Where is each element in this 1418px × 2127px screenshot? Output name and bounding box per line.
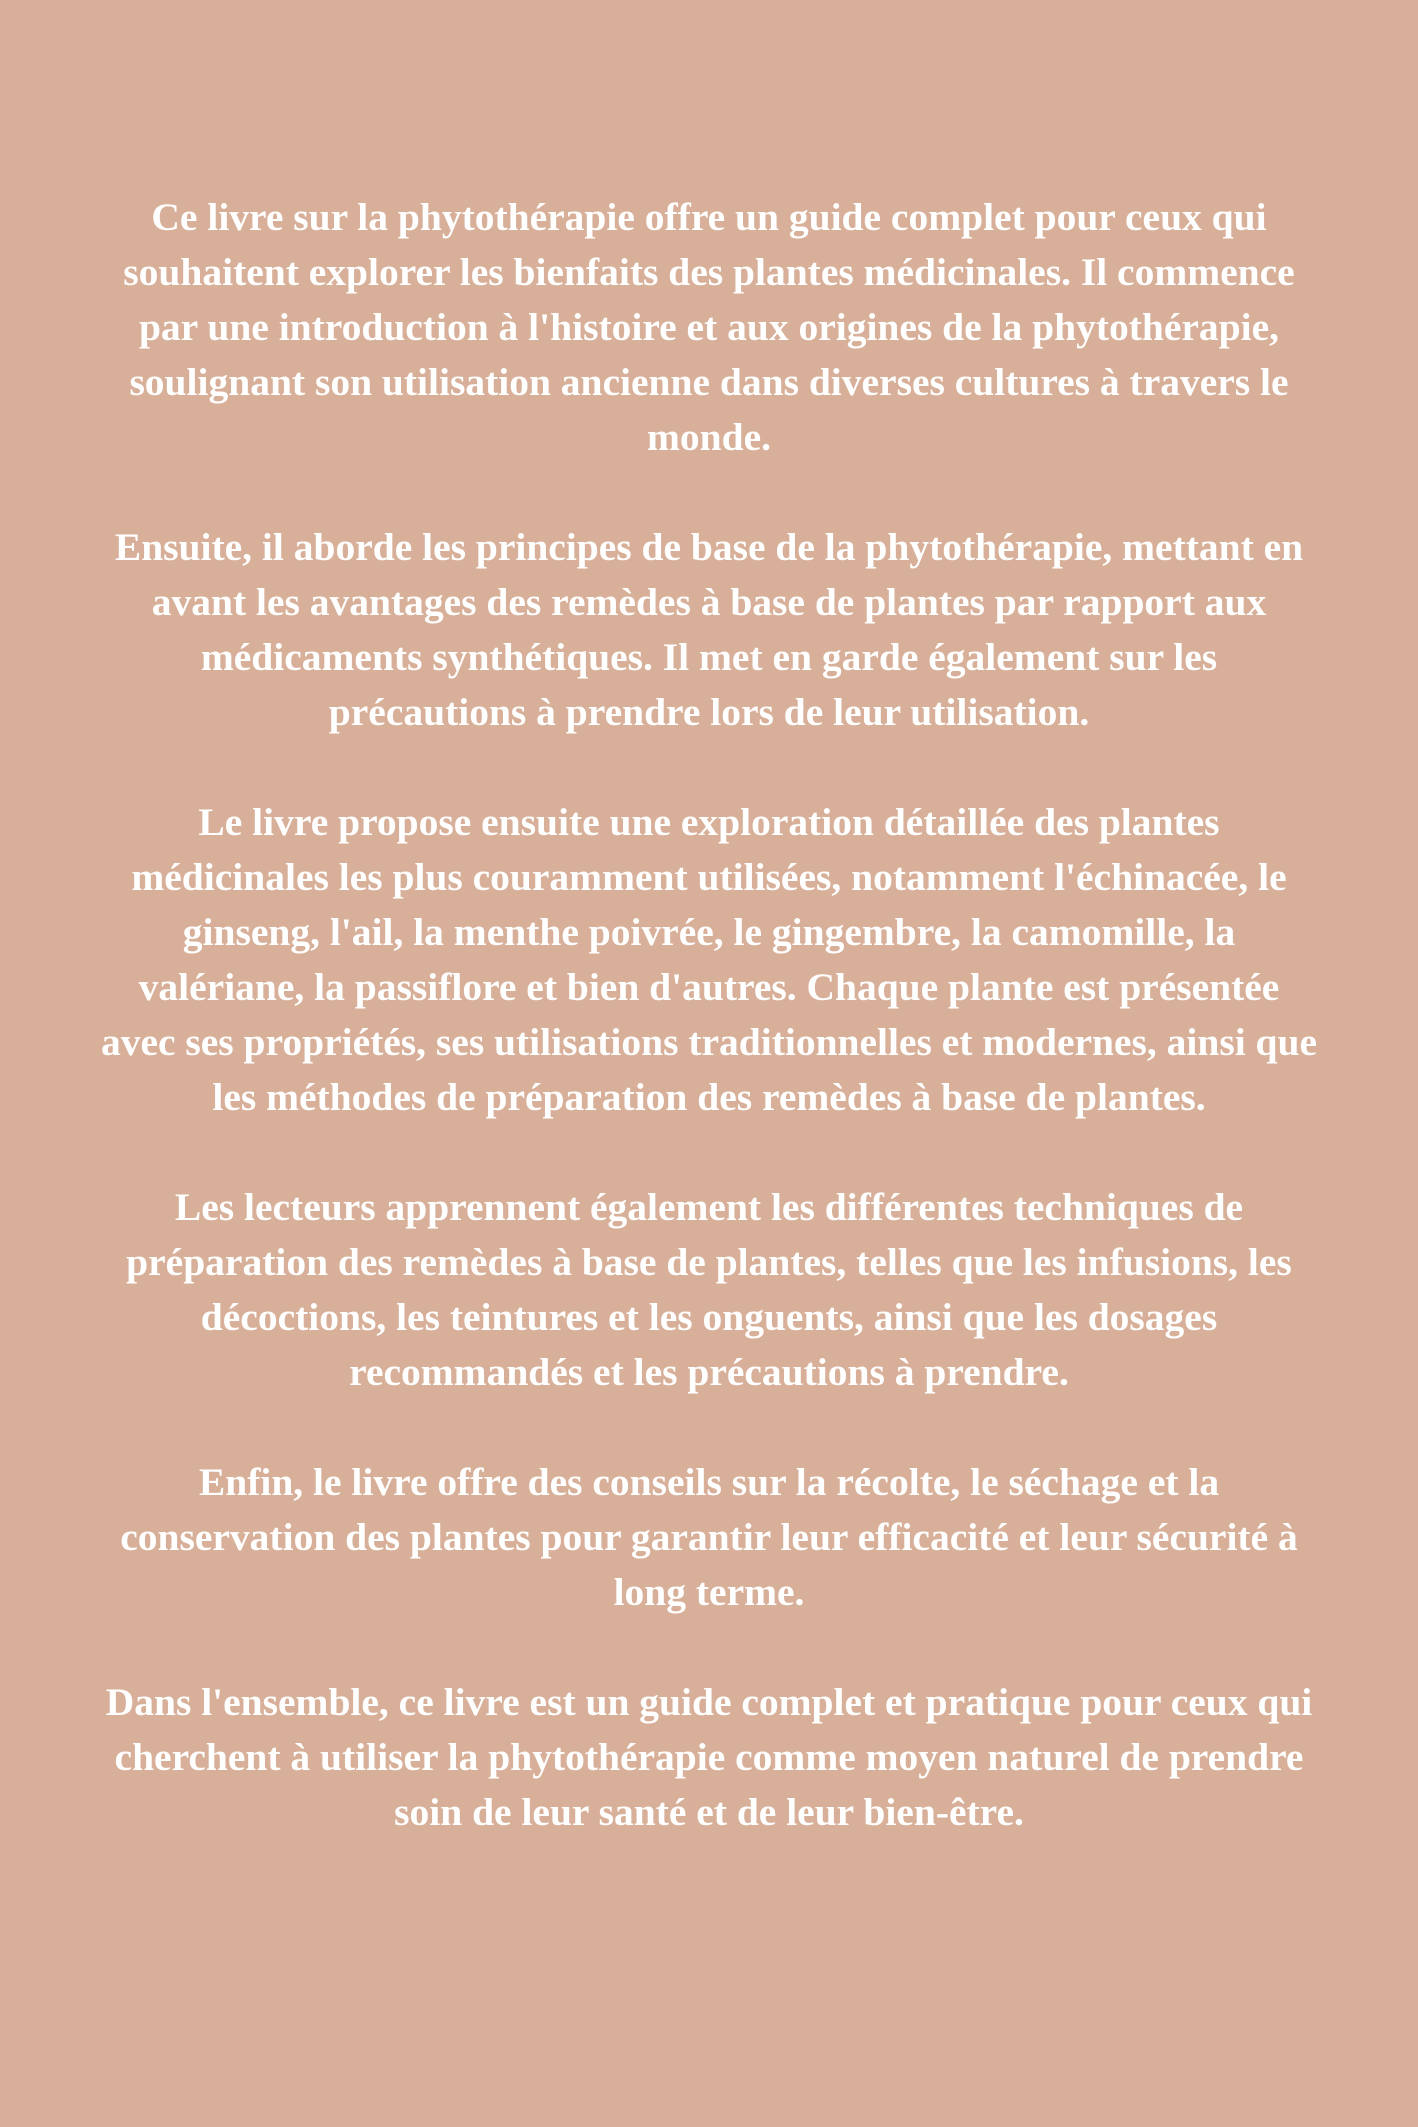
paragraph-conclusion: Dans l'ensemble, ce livre est un guide complet et pratique pour ceux qui cherchent à utiliser la phytothérapie comme moyen naturel de prendre soin de leur santé et de leur bien-être. — [105, 1680, 1313, 1834]
paragraph-introduction: Ce livre sur la phytothérapie offre un guide complet pour ceux qui souhaitent explorer les bienfaits des plantes médicinales. Il commence par une introduction à l'histoire et aux origines de la phytothérapie, soulignant son utilisation ancienne dans diverses cultures à travers le monde. — [123, 195, 1295, 459]
paragraph-plants: Le livre propose ensuite une exploration détaillée des plantes médicinales les plus couramment utilisées, notamment l'échinacée, le ginseng, l'ail, la menthe poivrée, le gingembre, la camomille, la valériane, la passiflore et bien d'autres. Chaque plante est présentée avec ses propriétés, ses utilisations traditionnelles et modernes, ainsi que les méthodes de préparation des remèdes à base de plantes. — [100, 800, 1318, 1119]
description-text-block — [100, 190, 1318, 1840]
paragraph-harvest: Enfin, le livre offre des conseils sur la récolte, le séchage et la conservation des plantes pour garantir leur efficacité et leur sécurité à long terme. — [120, 1460, 1298, 1614]
paragraph-principles: Ensuite, il aborde les principes de base de la phytothérapie, mettant en avant les avantages des remèdes à base de plantes par rapport aux médicaments synthétiques. Il met en garde également sur les précautions à prendre lors de leur utilisation. — [114, 525, 1304, 734]
paragraph-techniques: Les lecteurs apprennent également les différentes techniques de préparation des remèdes à base de plantes, telles que les infusions, les décoctions, les teintures et les onguents, ainsi que les dosages recommandés et les précautions à prendre. — [126, 1185, 1292, 1394]
